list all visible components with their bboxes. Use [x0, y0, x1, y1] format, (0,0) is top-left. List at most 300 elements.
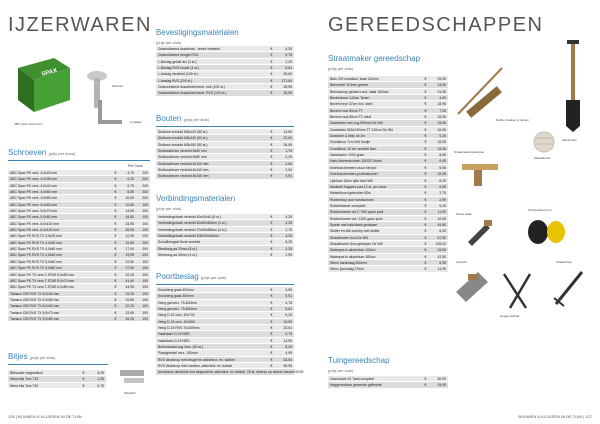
pack-quantity: 200 — [142, 177, 148, 182]
item-name: Slotbout verzinkt M8x160 (50 st.) — [158, 142, 208, 147]
item-price: 4,79 — [127, 171, 134, 175]
currency: € — [270, 357, 273, 362]
item-price: 6,49 — [439, 203, 446, 208]
item-name: Plaatgrendel verz. 150mm — [158, 351, 198, 356]
item-price: 16,95 — [437, 140, 446, 145]
currency: € — [270, 66, 273, 71]
item-price: 5,75 — [285, 53, 292, 58]
currency: € — [270, 136, 273, 141]
item-price: 8,25 — [285, 345, 292, 350]
bevestiging-table — [156, 46, 294, 97]
item-name: Bithouder magnetisch — [10, 371, 43, 375]
currency: € — [270, 53, 273, 58]
item-name: Aluminium deurklink met langsschild, afdichtrol. en dubbel, 15 st. diverse op steeds heuse — [158, 370, 293, 375]
item-name: Bezem rood 80cm TT, steel — [330, 115, 372, 120]
currency: € — [114, 266, 117, 271]
item-name: ABC Spax PK vers. 4,5x50 mm — [10, 196, 58, 201]
item-price: 2,25 — [285, 155, 292, 160]
item-name: ABC Spax PK vers. 4,0x40 mm — [10, 183, 58, 188]
pack-quantity: 100 — [142, 310, 148, 315]
currency: € — [424, 191, 427, 196]
currency: € — [270, 155, 273, 160]
currency: € — [82, 383, 85, 388]
section-rule — [156, 284, 294, 285]
item-name: Knieboschermers professioneel — [330, 172, 378, 177]
item-name: Slotbout/moer verzinkt 8x80 mm — [158, 155, 207, 160]
pack-quantity: 100 — [142, 209, 148, 214]
currency: € — [114, 177, 117, 182]
pack-quantity: 200 — [142, 253, 148, 258]
section-title-tuin: Tuingereedschap (prijs per stuk) — [328, 356, 390, 373]
item-price: 11,99 — [437, 210, 446, 215]
section-title-bitjes: Bitjes (prijs per stuk) — [8, 352, 56, 361]
item-price: 20,04 — [283, 326, 292, 331]
item-price: 18,95 — [437, 102, 446, 107]
broom-image — [454, 62, 512, 118]
currency: € — [424, 210, 427, 215]
currency: € — [424, 108, 427, 113]
table-row — [8, 316, 150, 322]
table-row — [156, 90, 294, 96]
currency: € — [114, 183, 117, 188]
item-price: 7,95 — [439, 108, 446, 113]
currency: € — [424, 184, 427, 189]
item-price: 32,95 — [437, 172, 446, 177]
item-name: Verbindingshoek verzinkt 105x90x40mm — [158, 234, 219, 239]
bits-label: Plaatsbit — [124, 391, 136, 395]
item-name: ABC Spax PK vers. 5,0x70 mm — [10, 209, 58, 214]
item-price: 6,95 — [439, 260, 446, 265]
currency: € — [114, 278, 117, 283]
pack-quantity: 100 — [142, 215, 148, 220]
pack-quantity: 100 — [142, 228, 148, 233]
item-price: 3,94 — [285, 174, 292, 179]
knee-pads-image — [526, 216, 566, 246]
currency: € — [270, 313, 273, 318]
currency: € — [424, 197, 427, 202]
currency: € — [270, 78, 273, 83]
item-price: 2,75 — [439, 191, 446, 196]
straat-table — [328, 76, 448, 273]
currency: € — [114, 228, 117, 233]
item-name: Gazonhark 20 Tand compleet — [330, 377, 375, 381]
item-name: Heng D-15 verz. 40x900 — [158, 319, 195, 324]
currency: € — [270, 319, 273, 324]
item-price: 53,50 — [283, 357, 292, 362]
item-name: Bats 200 woodlast, staal 110mm — [330, 77, 379, 81]
item-price: 2,25 — [285, 59, 292, 64]
currency: € — [270, 234, 273, 239]
item-name: Slotbout/moer verzinkt 8x140 mm — [158, 168, 209, 173]
item-name: ABC Spax PK RVS TX 4,0x40 mm — [10, 247, 62, 252]
currency: € — [424, 216, 427, 221]
item-price: 42,50 — [437, 254, 446, 259]
per-doos-header: Per Doos — [128, 164, 143, 168]
item-price: 67,50 — [437, 235, 446, 240]
item-price: 26,95 — [437, 248, 446, 253]
currency: € — [270, 288, 273, 292]
item-price: 19,95 — [125, 253, 134, 258]
item-price: 6,95 — [439, 165, 446, 170]
item-price: 5,29 — [97, 371, 104, 375]
item-name: Grondboor 7cm 5x5 houtje — [330, 140, 371, 145]
page-title-gereedschappen: GEREEDSCHAPPEN — [328, 14, 544, 36]
currency: € — [114, 304, 117, 309]
currency: € — [424, 267, 427, 272]
currency: € — [270, 364, 273, 369]
item-price: 22,60 — [283, 136, 292, 141]
item-price: 34,95 — [437, 383, 446, 388]
box-label: ABC Spax schroeven — [14, 122, 43, 126]
bolt-label: Slotbout — [112, 84, 124, 88]
currency: € — [270, 221, 273, 226]
currency: € — [270, 227, 273, 232]
item-name: Geanodiseerd draadmat - breed versterkt — [158, 47, 221, 51]
item-name: Kruisheng gaas 500mm — [158, 294, 194, 299]
item-price: 20,25 — [125, 304, 134, 309]
item-price: 16,95 — [437, 127, 446, 132]
item-name: Haakduim D-15 NRS — [158, 332, 190, 337]
item-name: Dubarker & kelly uit 1m — [330, 134, 366, 139]
item-name: Heng D-15 verz. 40x700 — [158, 313, 195, 318]
item-price: 3,25 — [285, 234, 292, 239]
item-price: 5,61 — [285, 307, 292, 312]
item-name: Straatbezem 8cm geslepen De Wit — [330, 241, 383, 246]
currency: € — [424, 96, 427, 101]
currency: € — [114, 297, 117, 302]
currency: € — [270, 72, 273, 77]
trowel-image — [464, 218, 494, 246]
item-name: ABC Spax PK vers. 4,0x35 mm — [10, 177, 58, 182]
item-name: ABC Spax PK TX vers.T-STAR 5,0x50 mm — [10, 272, 75, 277]
item-name: Bonendraad-oog verz. (50 st.) — [158, 345, 204, 350]
item-price: 21,95 — [437, 89, 446, 94]
item-name: Slotbout verzinkt M8x140 (50 st.) — [158, 136, 208, 141]
item-price: 5,91 — [285, 294, 292, 299]
currency: € — [270, 326, 273, 331]
item-price: 19,95 — [437, 146, 446, 151]
currency: € — [270, 85, 273, 90]
item-name: Straatbezem 6cm De Wit — [330, 235, 368, 240]
item-price: 22,50 — [125, 259, 134, 264]
schroeven-table — [8, 170, 150, 322]
item-name: ABC Spax PK TX vers.T-STAR 5,0x70 mm — [10, 278, 75, 283]
item-price: 11,99 — [437, 267, 446, 272]
currency: € — [114, 202, 117, 207]
item-name: Bezem rood 80cm TT — [330, 108, 363, 113]
item-price: 32,25 — [125, 272, 134, 277]
section-title-bevestiging: Bevestigingsmaterialen (prijs per stuk) — [156, 28, 239, 45]
currency: € — [114, 259, 117, 264]
right-footer: BOUWEN & KLUSSEN IN DE TUIN | 127 — [518, 414, 592, 419]
item-price: 8,59 — [127, 190, 134, 195]
item-price: 4,95 — [285, 288, 292, 292]
poort-table — [156, 287, 304, 376]
currency: € — [424, 140, 427, 145]
item-price: 19,85 — [125, 297, 134, 302]
item-price: 10,69 — [125, 196, 134, 201]
currency: € — [114, 272, 117, 277]
notched-trowel-image — [454, 268, 490, 302]
currency: € — [82, 371, 85, 375]
currency: € — [424, 146, 427, 151]
currency: € — [270, 174, 273, 179]
pack-quantity: 200 — [142, 240, 148, 245]
verbinding-table — [156, 214, 294, 258]
item-name: Heggenschaar gewende golfmede — [330, 383, 382, 388]
section-title-schroeven: Schroeven (prijs per doos) — [8, 148, 76, 157]
item-name: Verbindingshoek verzinkt 60x60x60mm (4 st.) — [158, 221, 227, 226]
item-price: 0,79 — [97, 383, 104, 388]
currency: € — [114, 171, 117, 175]
currency: € — [114, 253, 117, 258]
currency: € — [270, 351, 273, 356]
item-price: 6,49 — [439, 229, 446, 234]
currency: € — [424, 254, 427, 259]
currency: € — [424, 159, 427, 164]
currency: € — [114, 221, 117, 226]
item-price: 8,25 — [285, 240, 292, 245]
item-price: 2,75 — [285, 227, 292, 232]
item-name: Rubberhamer wit 2 / 900 gram punt — [330, 210, 384, 215]
pack-quantity: 100 — [142, 259, 148, 264]
pack-quantity: 100 — [142, 285, 148, 290]
section-title-bouten: Bouten (prijs per stuk) — [156, 114, 209, 123]
spade-label: Zandschep — [562, 138, 577, 142]
currency: € — [424, 377, 427, 381]
item-price: 28,95 — [283, 85, 292, 90]
item-name: Rubberdop voor handschoen — [330, 197, 374, 202]
currency: € — [270, 161, 273, 166]
currency: € — [270, 47, 273, 51]
item-price: 2,25 — [285, 246, 292, 251]
item-name: Geanodiseerd beugel RVS — [158, 53, 199, 58]
hedge-shears-image — [500, 270, 536, 314]
table-row — [328, 266, 448, 272]
table-row — [156, 173, 294, 179]
item-price: 8,95 — [439, 153, 446, 158]
pack-quantity: 200 — [142, 183, 148, 188]
currency: € — [424, 89, 427, 94]
item-name: Handzweer 1000 gram — [330, 153, 365, 158]
item-price: 26,95 — [283, 91, 292, 96]
item-price: 5,75 — [285, 332, 292, 337]
item-price: 10,50 — [125, 202, 134, 207]
item-name: Dwarsbein met oog 900mm De Wit — [330, 121, 383, 126]
item-name: Haakduim D-15 NRS — [158, 338, 190, 343]
item-price: 27,50 — [125, 266, 134, 271]
item-name: Tamaco CIB RVS TX 5,0x40 mm — [10, 291, 60, 296]
currency: € — [424, 229, 427, 234]
spade-image — [562, 38, 584, 134]
item-price: 16,50 — [125, 215, 134, 220]
currency: € — [424, 178, 427, 183]
table-row — [8, 383, 106, 389]
currency: € — [114, 196, 117, 201]
item-name: RVS deurknop met rozetten, afdichtrol. en dubbel — [158, 364, 233, 369]
item-name: Waterpas in aluminium 180cm — [330, 254, 376, 259]
item-price: 69,60 — [283, 72, 292, 77]
item-price: 6,79 — [127, 183, 134, 188]
item-name: Geanodiseerd draadmat breed. RVS (100 st.) — [158, 91, 227, 96]
table-row — [328, 382, 448, 388]
item-price: 6,29 — [439, 178, 446, 183]
item-price: 2,60 — [285, 161, 292, 166]
item-price: 6,29 — [127, 177, 134, 182]
item-name: Stoffer en blik country met stoffer — [330, 229, 380, 234]
pack-quantity: 200 — [142, 234, 148, 239]
item-name: ABC Spax PK RVS TX 4,5x45 mm — [10, 253, 62, 258]
item-name: Heng D-15 RVS 75-600mm — [158, 326, 200, 331]
item-name: L-Beslag gelakt alu (4 st.) — [158, 59, 197, 64]
item-name: ABC Spax PK RVS TX 5,0x60 mm — [10, 259, 62, 264]
section-title-straat: Straatmaker gereedschap (prijs per stuk) — [328, 54, 421, 71]
item-name: Verbindingshoek verzinkt 40x40x40 (8 st.) — [158, 215, 221, 219]
pack-quantity: 200 — [142, 171, 148, 175]
currency: € — [424, 83, 427, 88]
item-name: ABC Spax PK vers. 4,0x50 mm — [10, 190, 58, 195]
currency: € — [270, 300, 273, 305]
item-name: ABC Spax PK RVS TX 4,0x35 mm — [10, 240, 62, 245]
pack-quantity: 100 — [142, 291, 148, 296]
item-price: 30,99 — [437, 377, 446, 381]
item-name: Bezem bryn 37cm incl. steel — [330, 102, 373, 107]
item-name: Steekoog aa 20mm (8 st.) — [158, 246, 198, 251]
item-name: ABC Spax PK vers. 6,0x120 mm — [10, 228, 59, 233]
item-price: 6,95 — [439, 184, 446, 189]
currency: € — [424, 121, 427, 126]
currency: € — [424, 222, 427, 227]
table-row — [156, 252, 294, 258]
currency: € — [424, 165, 427, 170]
bits-image — [116, 366, 150, 388]
item-price: 49,95 — [294, 370, 304, 375]
currency: € — [82, 377, 85, 382]
item-name: Slotbout/moer verzinkt 8x60 mm — [158, 149, 207, 154]
pack-quantity: 100 — [142, 278, 148, 283]
item-name: ABC Spax PK RVS TX 3,5x25 mm — [10, 234, 62, 239]
item-name: Slotbout/moer verzinkt 8x160 mm — [158, 174, 209, 179]
item-price: 109,00 — [435, 241, 446, 246]
item-price: 6,25 — [285, 313, 292, 318]
item-name: Dwarsbein 900x130mm TT 120cm De Wit — [330, 127, 393, 132]
pack-quantity: 200 — [142, 196, 148, 201]
item-name: Betonschop gehard rond, staal 160mm — [330, 89, 389, 94]
currency: € — [424, 153, 427, 158]
item-price: 14,60 — [283, 130, 292, 134]
section-rule — [156, 126, 294, 127]
item-name: Tamaco CIB RVS TX 5,0x60 mm — [10, 304, 60, 309]
svg-text:SPAX: SPAX — [40, 68, 58, 78]
item-name: Slotbout/moer verzinkt 8x120 mm — [158, 161, 209, 166]
item-price: 4,69 — [439, 96, 446, 101]
item-name: Spade met hals blank geslepen — [330, 222, 378, 227]
pack-quantity: 200 — [142, 190, 148, 195]
item-name: Rubberhamer wit / 1200 gram punt — [330, 216, 383, 221]
item-name: ABC Spax PK RVS TX 5,0x80 mm — [10, 266, 62, 271]
cord-label: Metselkoord — [534, 156, 551, 160]
currency: € — [270, 338, 273, 343]
item-name: Heng gal.verz. 75-800mm — [158, 307, 198, 312]
section-title-poort: Poortbeslag (prijs per stuk) — [156, 272, 227, 281]
left-footer: 126 | BOUWEN & KLUSSEN IN DE TUIN — [8, 414, 82, 419]
shears-label: Heggenschaar — [500, 314, 520, 318]
item-name: Hark-/bezemschoen 150/20 Teuerl — [330, 159, 382, 164]
currency: € — [270, 332, 273, 337]
item-name: Verbindingshoek verzinkt 70x50x55mm (4 st.) — [158, 227, 227, 232]
currency: € — [424, 241, 427, 246]
item-price: 6,49 — [439, 159, 446, 164]
item-price: 14,55 — [125, 209, 134, 214]
item-price: 1,95 — [97, 377, 104, 382]
right-page — [300, 0, 600, 424]
item-name: Tamaco CIB RVS TX 5,0x80 mm — [10, 316, 60, 321]
item-price: 29,95 — [437, 77, 446, 81]
currency: € — [424, 260, 427, 265]
section-rule — [8, 364, 108, 365]
item-name: ABC Spax PK vers. 3,5x25 mm — [10, 171, 58, 175]
bitjes-table — [8, 370, 106, 389]
item-name: Grondboor 10 cm verzinkt 8cm — [330, 146, 377, 151]
item-price: 26,95 — [125, 228, 134, 233]
section-rule — [8, 160, 150, 161]
item-price: 49,50 — [437, 222, 446, 227]
item-price: 4,78 — [285, 300, 292, 305]
currency: € — [424, 102, 427, 107]
item-price: 14,95 — [283, 338, 292, 343]
hook-label: L-haakje — [130, 120, 142, 124]
item-price: 10,95 — [437, 216, 446, 221]
item-name: Slotbout verzinkt M8x100 (50 st.) — [158, 130, 208, 134]
item-price: 13,95 — [437, 83, 446, 88]
currency: € — [270, 149, 273, 154]
broom-label: Rubber hekken & bezem — [496, 118, 530, 122]
item-name: Betonheel 110mm gewee — [330, 83, 369, 88]
trowel-label: Kleine haak — [456, 212, 472, 216]
item-name: Markkittl Kappers pad 12 st. per doos — [330, 184, 387, 189]
currency: € — [270, 307, 273, 312]
currency: € — [114, 240, 117, 245]
currency: € — [270, 59, 273, 64]
currency: € — [270, 294, 273, 299]
item-price: 23,95 — [125, 221, 134, 226]
item-name: Weon handzaag 500mm — [330, 260, 367, 265]
item-name: ABC Spax PK vers. 5,0x60 mm — [10, 202, 58, 207]
table-row — [156, 369, 304, 375]
item-name: Tamaco CIB RVS TX 5,0x50 mm — [10, 297, 60, 302]
pack-quantity: 200 — [142, 247, 148, 252]
fork-image — [552, 268, 586, 308]
item-price: 1,70 — [285, 149, 292, 154]
spax-box-image — [12, 54, 72, 116]
item-name: Waterpas in aluminium 100cm — [330, 248, 376, 253]
item-name: L-Beslag RVS koude (4 st.) — [158, 66, 200, 71]
item-name: Lijmkam 18cm rijfte deel Wit — [330, 178, 373, 183]
item-price: 19,25 — [125, 291, 134, 296]
item-name: Geanodiseerd draadmat breed. hek (100 st.) — [158, 85, 225, 90]
pack-quantity: 100 — [142, 316, 148, 321]
currency: € — [114, 316, 117, 321]
item-price: 2,94 — [285, 168, 292, 173]
currency: € — [270, 142, 273, 147]
l-hook-image — [96, 96, 126, 126]
currency: € — [114, 215, 117, 220]
knee-label: Kniebeschermers — [528, 208, 552, 212]
item-price: 15,89 — [125, 240, 134, 245]
page-title-ijzerwaren: IJZERWAREN — [8, 14, 152, 36]
pack-quantity: 100 — [142, 297, 148, 302]
bouten-table — [156, 129, 294, 180]
